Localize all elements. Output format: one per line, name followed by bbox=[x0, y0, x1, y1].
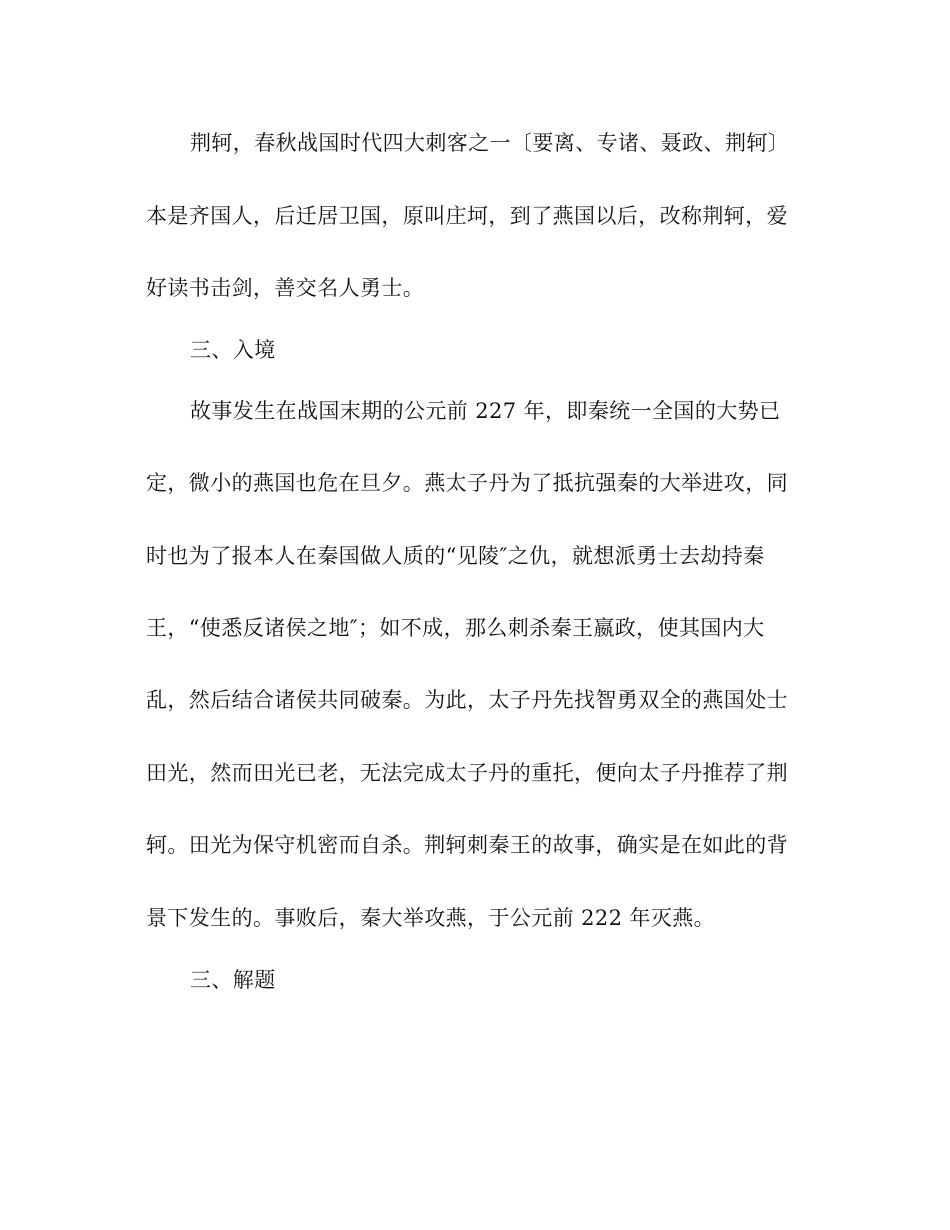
paragraph-line: 乱，然后结合诸侯共同破秦。为此，太子丹先找智勇双全的燕国处士 bbox=[146, 688, 788, 712]
paragraph-line: 景下发生的。事败后，秦大举攻燕，于公元前 222 年灭燕。 bbox=[146, 906, 716, 930]
paragraph-line: 定，微小的燕国也危在旦夕。燕太子丹为了抵抗强秦的大举进攻，同 bbox=[146, 471, 788, 495]
paragraph-line: 故事发生在战国末期的公元前 227 年，即秦统一全国的大势已 bbox=[190, 399, 781, 423]
section-heading: 三、解题 bbox=[190, 968, 276, 992]
paragraph-line: 田光，然而田光已老，无法完成太子丹的重托，便向太子丹推荐了荆 bbox=[146, 761, 788, 785]
paragraph-line: 时也为了报本人在秦国做人质的“见陵″之仇，就想派勇士去劫持秦 bbox=[146, 544, 765, 568]
section-heading: 三、入境 bbox=[190, 338, 276, 362]
paragraph-line: 荆轲，春秋战国时代四大刺客之一〔要离、专诸、聂政、荆轲〕 bbox=[190, 131, 790, 155]
paragraph-line: 本是齐国人，后迁居卫国，原叫庄坷，到了燕国以后，改称荆轲，爱 bbox=[146, 204, 788, 228]
paragraph-line: 好读书击剑，善交名人勇士。 bbox=[146, 276, 425, 300]
paragraph-line: 王，“使悉反诸侯之地″；如不成，那么刺杀秦王嬴政，使其国内大 bbox=[146, 616, 765, 640]
paragraph-line: 轲。田光为保守机密而自杀。荆轲刺秦王的故事，确实是在如此的背 bbox=[146, 833, 788, 857]
